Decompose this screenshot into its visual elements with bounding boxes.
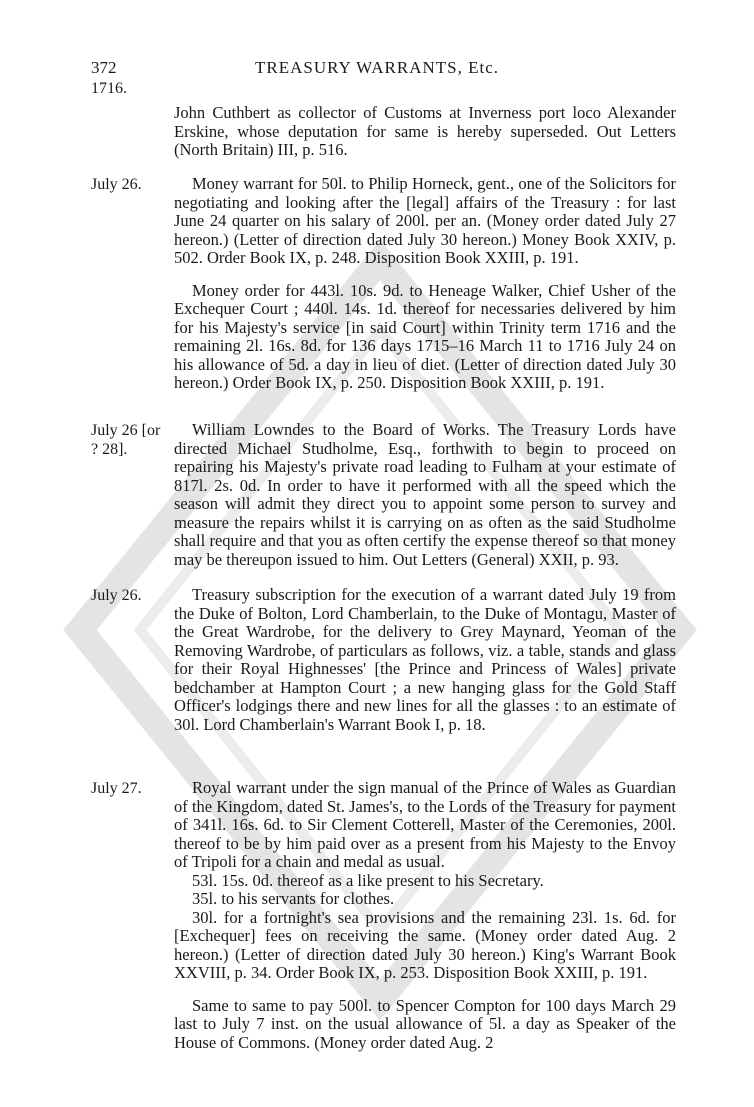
page-number: 372 xyxy=(91,58,117,77)
entry-date: July 26 [or ? 28]. xyxy=(91,422,161,458)
paragraph: 35l. to his servants for clothes. xyxy=(192,889,395,908)
running-title: TREASURY WARRANTS, Etc. xyxy=(254,58,500,77)
page-year: 1716. xyxy=(91,80,127,97)
entry-text xyxy=(174,104,676,160)
entry-text xyxy=(174,586,676,734)
paragraph: Treasury subscription for the execution of a warrant dated July 19 from the Duke of Bolton, Lord Chamberlain, to the Duke of Montagu, Master of the Great Wardrobe, for the delivery to Grey Maynard, Yeoman of the Removing Wardrobe, of particulars as follows, viz. a table, stands and glass for their Royal Highnesses' [the Prince and Princess of Wales] private bedchamber at Hampton Court ; a new hanging glass for the Gold Staff Officer's lodgings there and new lines for all the glasses : to an estimate of 30l. Lord Chamberlain's Warrant Book I, p. 18. xyxy=(174,585,676,734)
paragraph: Money warrant for 50l. to Philip Horneck, gent., one of the Solicitors for negotiating and looking after the [legal] affairs of the Treasury : for last June 24 quarter on his salary of 200l. per an. (Money order dated July 27 hereon.) (Letter of direction dated July 30 hereon.) Money Book XXIV, p. 502. Order Book IX, p. 248. Disposition Book XXIII, p. 191. xyxy=(174,174,676,267)
entry-date: July 26. xyxy=(91,176,142,193)
paragraph: John Cuthbert as collector of Customs at Inverness port loco Alexander Erskine, whose deputation for same is hereby superseded. Out Letters (North Britain) III, p. 516. xyxy=(174,103,676,159)
page-header xyxy=(0,58,754,80)
entry-text xyxy=(174,421,676,569)
paragraph: 30l. for a fortnight's sea provisions and the remaining 23l. 1s. 6d. for [Exchequer] fees on receiving the same. (Money order dated Aug. 2 hereon.) (Letter of direction dated July 30 hereon.) King's Warrant Book XXVIII, p. 34. Order Book IX, p. 253. Disposition Book XXIII, p. 191. xyxy=(174,907,676,982)
paragraph: 53l. 15s. 0d. thereof as a like present to his Secretary. xyxy=(192,870,544,890)
entry-text xyxy=(174,175,676,393)
paragraph: Money order for 443l. 10s. 9d. to Heneage Walker, Chief Usher of the Exchequer Court ; 440l. 14s. 1d. thereof for necessaries delivered by him for his Majesty's service [in said Court] within Trinity term 1716 and the remaining 2l. 16s. 8d. for 136 days 1715–16 March 11 to 1716 July 24 on his allowance of 5d. a day in lieu of diet. (Letter of direction dated July 30 hereon.) Order Book IX, p. 250. Disposition Book XXIII, p. 191. xyxy=(174,280,676,392)
paragraph: Same to same to pay 500l. to Spencer Compton for 100 days March 29 last to July 7 inst. on the usual allowance of 5l. a day as Speaker of the House of Commons. (Money order dated Aug. 2 xyxy=(174,995,676,1052)
entry-text xyxy=(174,779,676,1052)
paragraph: Royal warrant under the sign manual of the Prince of Wales as Guardian of the Kingdom, dated St. James's, to the Lords of the Treasury for payment of 341l. 16s. 6d. to Sir Clement Cotterell, Master of the Ceremonies, 200l. thereof to be by him paid over as a present from his Majesty to the Envoy of Tripoli for a chain and medal as usual. xyxy=(174,778,676,871)
entry-date: July 27. xyxy=(91,780,142,797)
entry-date: July 26. xyxy=(91,587,142,604)
paragraph: William Lowndes to the Board of Works. The Treasury Lords have directed Michael Studholme, Esq., forthwith to begin to proceed on repairing his Majesty's private road leading to Fulham at your estimate of 817l. 2s. 0d. In order to have it performed with all the speed which the season will admit they direct you to appoint some person to survey and measure the repairs whilst it is carrying on as often as the said Studholme shall require and that you as often certify the expense thereof so that money may be thereupon issued to him. Out Letters (General) XXII, p. 93. xyxy=(174,420,676,569)
